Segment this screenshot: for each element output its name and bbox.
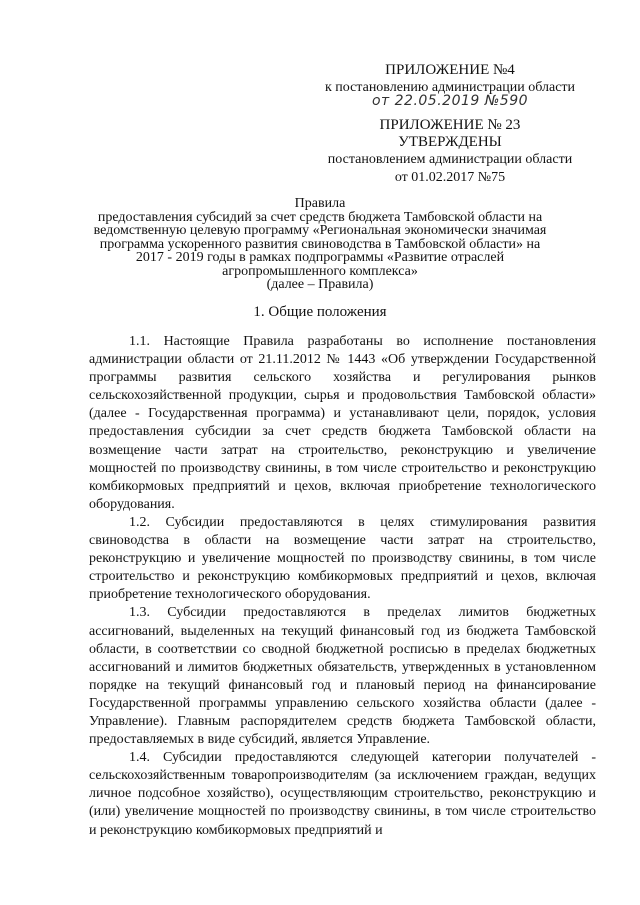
section-title: 1. Общие положения	[253, 304, 387, 320]
document-body	[89, 333, 596, 840]
paragraph: 1.2. Субсидии предоставляются в целях стимулирования развития свиноводства в области на возмещение части затрат на строительство, реконструкцию и увеличение мощностей по производству свинины, в том числе строительство и реконструкцию комбикормовых предприятий и цехов, включая приобретение технологического оборудования.	[89, 514, 596, 603]
approved-date: от 01.02.2017 №75	[394, 170, 506, 185]
rules-title-line: предоставления субсидий за счет средств бюджета Тамбовской области на	[97, 209, 543, 225]
annex-title: ПРИЛОЖЕНИЕ №4	[385, 62, 515, 78]
rules-title-line: агропромышленного комплекса»	[222, 263, 418, 279]
appendix-23-title: ПРИЛОЖЕНИЕ № 23	[379, 117, 521, 133]
approved-label: УТВЕРЖДЕНЫ	[398, 134, 502, 150]
rules-title-line: программа ускоренного развития свиноводства в Тамбовской области» на	[99, 236, 541, 252]
paragraph: 1.3. Субсидии предоставляются в пределах лимитов бюджетных ассигнований, выделенных на текущий финансовый год из бюджета Тамбовской области, в соответствии со сводной бюджетной росписью в пределах бюджетных ассигнований и лимитов бюджетных обязательств, утвержденных в установленном порядке на текущий финансовый год и плановый период на финансирование Государственной программы управлению сельского хозяйства области (далее - Управление). Главным распорядителем средств бюджета Тамбовской области, предоставляемых в виде субсидий, является Управление.	[89, 605, 596, 748]
rules-title-line: Правила	[294, 196, 346, 211]
rules-title	[80, 197, 560, 292]
approved-by: постановлением администрации области	[327, 152, 573, 167]
rules-title-line: ведомственную целевую программу «Региональная экономически значимая	[93, 223, 547, 238]
handwritten-date: от 22.05.2019 №590	[371, 93, 529, 109]
paragraph: 1.1. Настоящие Правила разработаны во исполнение постановления администрации области от 21.11.2012 № 1443 «Об утверждении Государственной программы развития сельского хозяйства и регулирования рынков сельскохозяйственной продукции, сырья и продовольствия Тамбовской области» (далее - Государственная программа) и устанавливают цели, порядок, условия предоставления субсидии за счет средств бюджета Тамбовской области на возмещение части затрат на строительство, реконструкцию и увеличение мощностей по производству свинины, в том числе строительство и реконструкцию комбикормовых предприятий и цехов, включая приобретение технологического оборудования.	[89, 334, 596, 512]
rules-title-line: (далее – Правила)	[266, 277, 374, 292]
rules-title-line: 2017 - 2019 годы в рамках подпрограммы «Развитие отраслей	[135, 250, 505, 265]
annex-reference: к постановлению администрации области	[324, 80, 576, 95]
paragraph: 1.4. Субсидии предоставляются следующей категории получателей - сельскохозяйственным товаропроизводителям (за исключением граждан, ведущих личное подсобное хозяйство), осуществляющим строительство, реконструкцию и (или) увеличение мощностей по производству свинины, в том числе строительство и реконструкцию комбикормовых предприятий и	[89, 750, 596, 838]
